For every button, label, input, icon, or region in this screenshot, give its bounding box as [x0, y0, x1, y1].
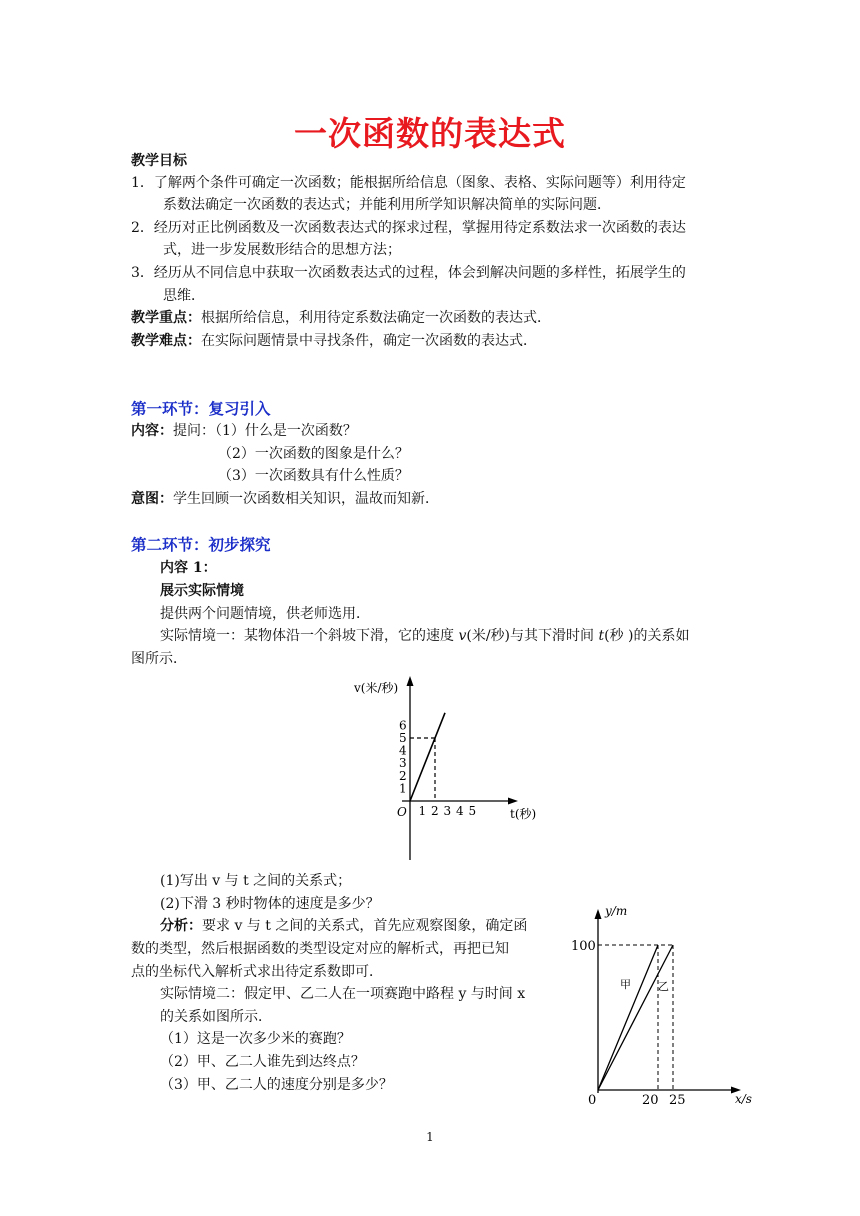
- key-point-label: 教学重点：: [131, 310, 201, 326]
- chart1-ytick-5: 5: [399, 731, 407, 745]
- chart1-xtick-1: 1: [418, 804, 427, 818]
- chart2-series-jia-label: 甲: [620, 978, 631, 991]
- analysis-label: 分析：: [160, 918, 202, 934]
- analysis-text-1: 要求 v 与 t 之间的关系式，首先应观察图象，确定函: [202, 918, 528, 934]
- section-1-heading: 第一环节：复习引入: [131, 399, 271, 418]
- section-2-heading: 第二环节：初步探究: [131, 535, 271, 554]
- scenario-1-text-a: 实际情境一：某物体沿一个斜坡下滑，它的速度: [160, 628, 454, 644]
- chart2-series-yi-label: 乙: [658, 980, 669, 993]
- chart2-series-yi-line: [598, 945, 673, 1090]
- chart2-ytick-100: 100: [571, 939, 596, 954]
- chart2-y-label: y/m: [605, 904, 628, 918]
- scenario-2-line-1: 实际情境二：假定甲、乙二人在一项赛跑中路程 y 与时间 x: [160, 986, 526, 1002]
- section-1-content: [131, 422, 357, 441]
- goal-2-line-2: 式，进一步发展数形结合的思想方法；: [163, 242, 401, 258]
- goal-2-line-1: 2．经历对正比例函数及一次函数表达式的探求过程，掌握用待定系数法求一次函数的表达: [131, 220, 686, 236]
- section-1-intent-label: 意图：: [131, 491, 173, 507]
- section-1-intent-text: 学生回顾一次函数相关知识，温故而知新．: [173, 491, 439, 507]
- page-number: 1: [426, 1130, 434, 1144]
- goal-3-line-2: 思维．: [163, 288, 205, 304]
- content-1-label: 内容 1：: [160, 560, 217, 576]
- scenario-2-line-2: 的关系如图所示．: [160, 1009, 272, 1025]
- analysis-line-1: [160, 917, 527, 936]
- goal-3-line-1: 3．经历从不同信息中获取一次函数表达式的过程，体会到解决问题的多样性，拓展学生的: [131, 265, 686, 281]
- chart1-origin: O: [397, 805, 407, 819]
- chart1-ytick-6: 6: [399, 718, 407, 733]
- chart1-x-arrow: [508, 798, 518, 805]
- chart2-xtick-20: 20: [642, 1093, 659, 1108]
- goals-heading: 教学目标: [131, 153, 187, 169]
- scenario-2-question-2: （2）甲、乙二人谁先到达终点？: [160, 1054, 365, 1070]
- goal-1-line-2: 系数法确定一次函数的表达式；并能利用所学知识解决简单的实际问题．: [163, 197, 611, 213]
- chart1-y-arrow: [407, 676, 414, 686]
- section-1-intent: [131, 490, 439, 509]
- chart1-ytick-3: 3: [399, 756, 407, 771]
- chart2-origin: 0: [588, 1093, 597, 1108]
- chart1-xtick-5: 5: [468, 804, 477, 818]
- velocity-time-chart: [340, 670, 560, 865]
- scenario-2-question-3: （3）甲、乙二人的速度分别是多少？: [160, 1077, 393, 1093]
- chart1-x-label: t(秒): [510, 807, 537, 821]
- scenario-1-text-c: (秒 )的关系如: [604, 628, 690, 644]
- difficult-point-label: 教学难点：: [131, 333, 201, 349]
- chart1-xtick-4: 4: [456, 804, 464, 818]
- difficult-point-text: 在实际问题情景中寻找条件，确定一次函数的表达式．: [201, 333, 537, 349]
- scenario-1-line-1: [160, 627, 689, 646]
- chart1-y-label: v(米/秒): [354, 681, 399, 695]
- scenario-1-text-b: (米/秒)与其下滑时间: [466, 628, 595, 644]
- difficult-point: [131, 332, 537, 351]
- scenario-1-var-v: v: [458, 628, 467, 644]
- analysis-line-2: 数的类型，然后根据函数的类型设定对应的解析式，再把已知: [131, 941, 509, 957]
- scenario-2-question-1: （1）这是一次多少米的赛跑？: [160, 1031, 351, 1047]
- goal-1-line-1: 1．了解两个条件可确定一次函数；能根据所给信息（图象、表格、实际问题等）利用待定: [131, 175, 686, 191]
- scenario-1-line-2: 图所示．: [131, 651, 187, 667]
- chart1-ytick-1: 1: [399, 781, 407, 796]
- section-1-question-2: （2）一次函数的图象是什么？: [218, 446, 409, 462]
- chart2-series-jia-line: [598, 945, 658, 1090]
- analysis-line-3: 点的坐标代入解析式求出待定系数即可．: [131, 964, 383, 980]
- section-1-question-1: 提问：（1）什么是一次函数？: [173, 423, 357, 439]
- chart1-ytick-4: 4: [399, 743, 407, 758]
- section-1-content-label: 内容：: [131, 423, 173, 439]
- question-1: (1)写出 v 与 t 之间的关系式；: [160, 873, 352, 889]
- provide-text: 提供两个问题情境，供老师选用．: [160, 606, 370, 622]
- chart1-velocity-line: [410, 713, 445, 801]
- chart1-xtick-3: 3: [443, 804, 452, 818]
- chart2-xtick-25: 25: [669, 1093, 686, 1108]
- scenario-1-var-t: t: [598, 628, 605, 644]
- question-2: (2)下滑 3 秒时物体的速度是多少？: [160, 896, 380, 912]
- page-title: 一次函数的表达式: [294, 114, 566, 153]
- chart1-xtick-2: 2: [431, 804, 439, 818]
- chart2-y-arrow: [595, 909, 602, 919]
- show-scenario-heading: 展示实际情境: [160, 583, 244, 599]
- race-chart: [555, 895, 770, 1115]
- section-1-question-3: （3）一次函数具有什么性质？: [218, 468, 409, 484]
- chart2-x-label: x/s: [735, 1092, 752, 1106]
- chart1-ytick-2: 2: [399, 768, 407, 783]
- key-point-text: 根据所给信息，利用待定系数法确定一次函数的表达式．: [201, 310, 551, 326]
- key-point: [131, 309, 551, 328]
